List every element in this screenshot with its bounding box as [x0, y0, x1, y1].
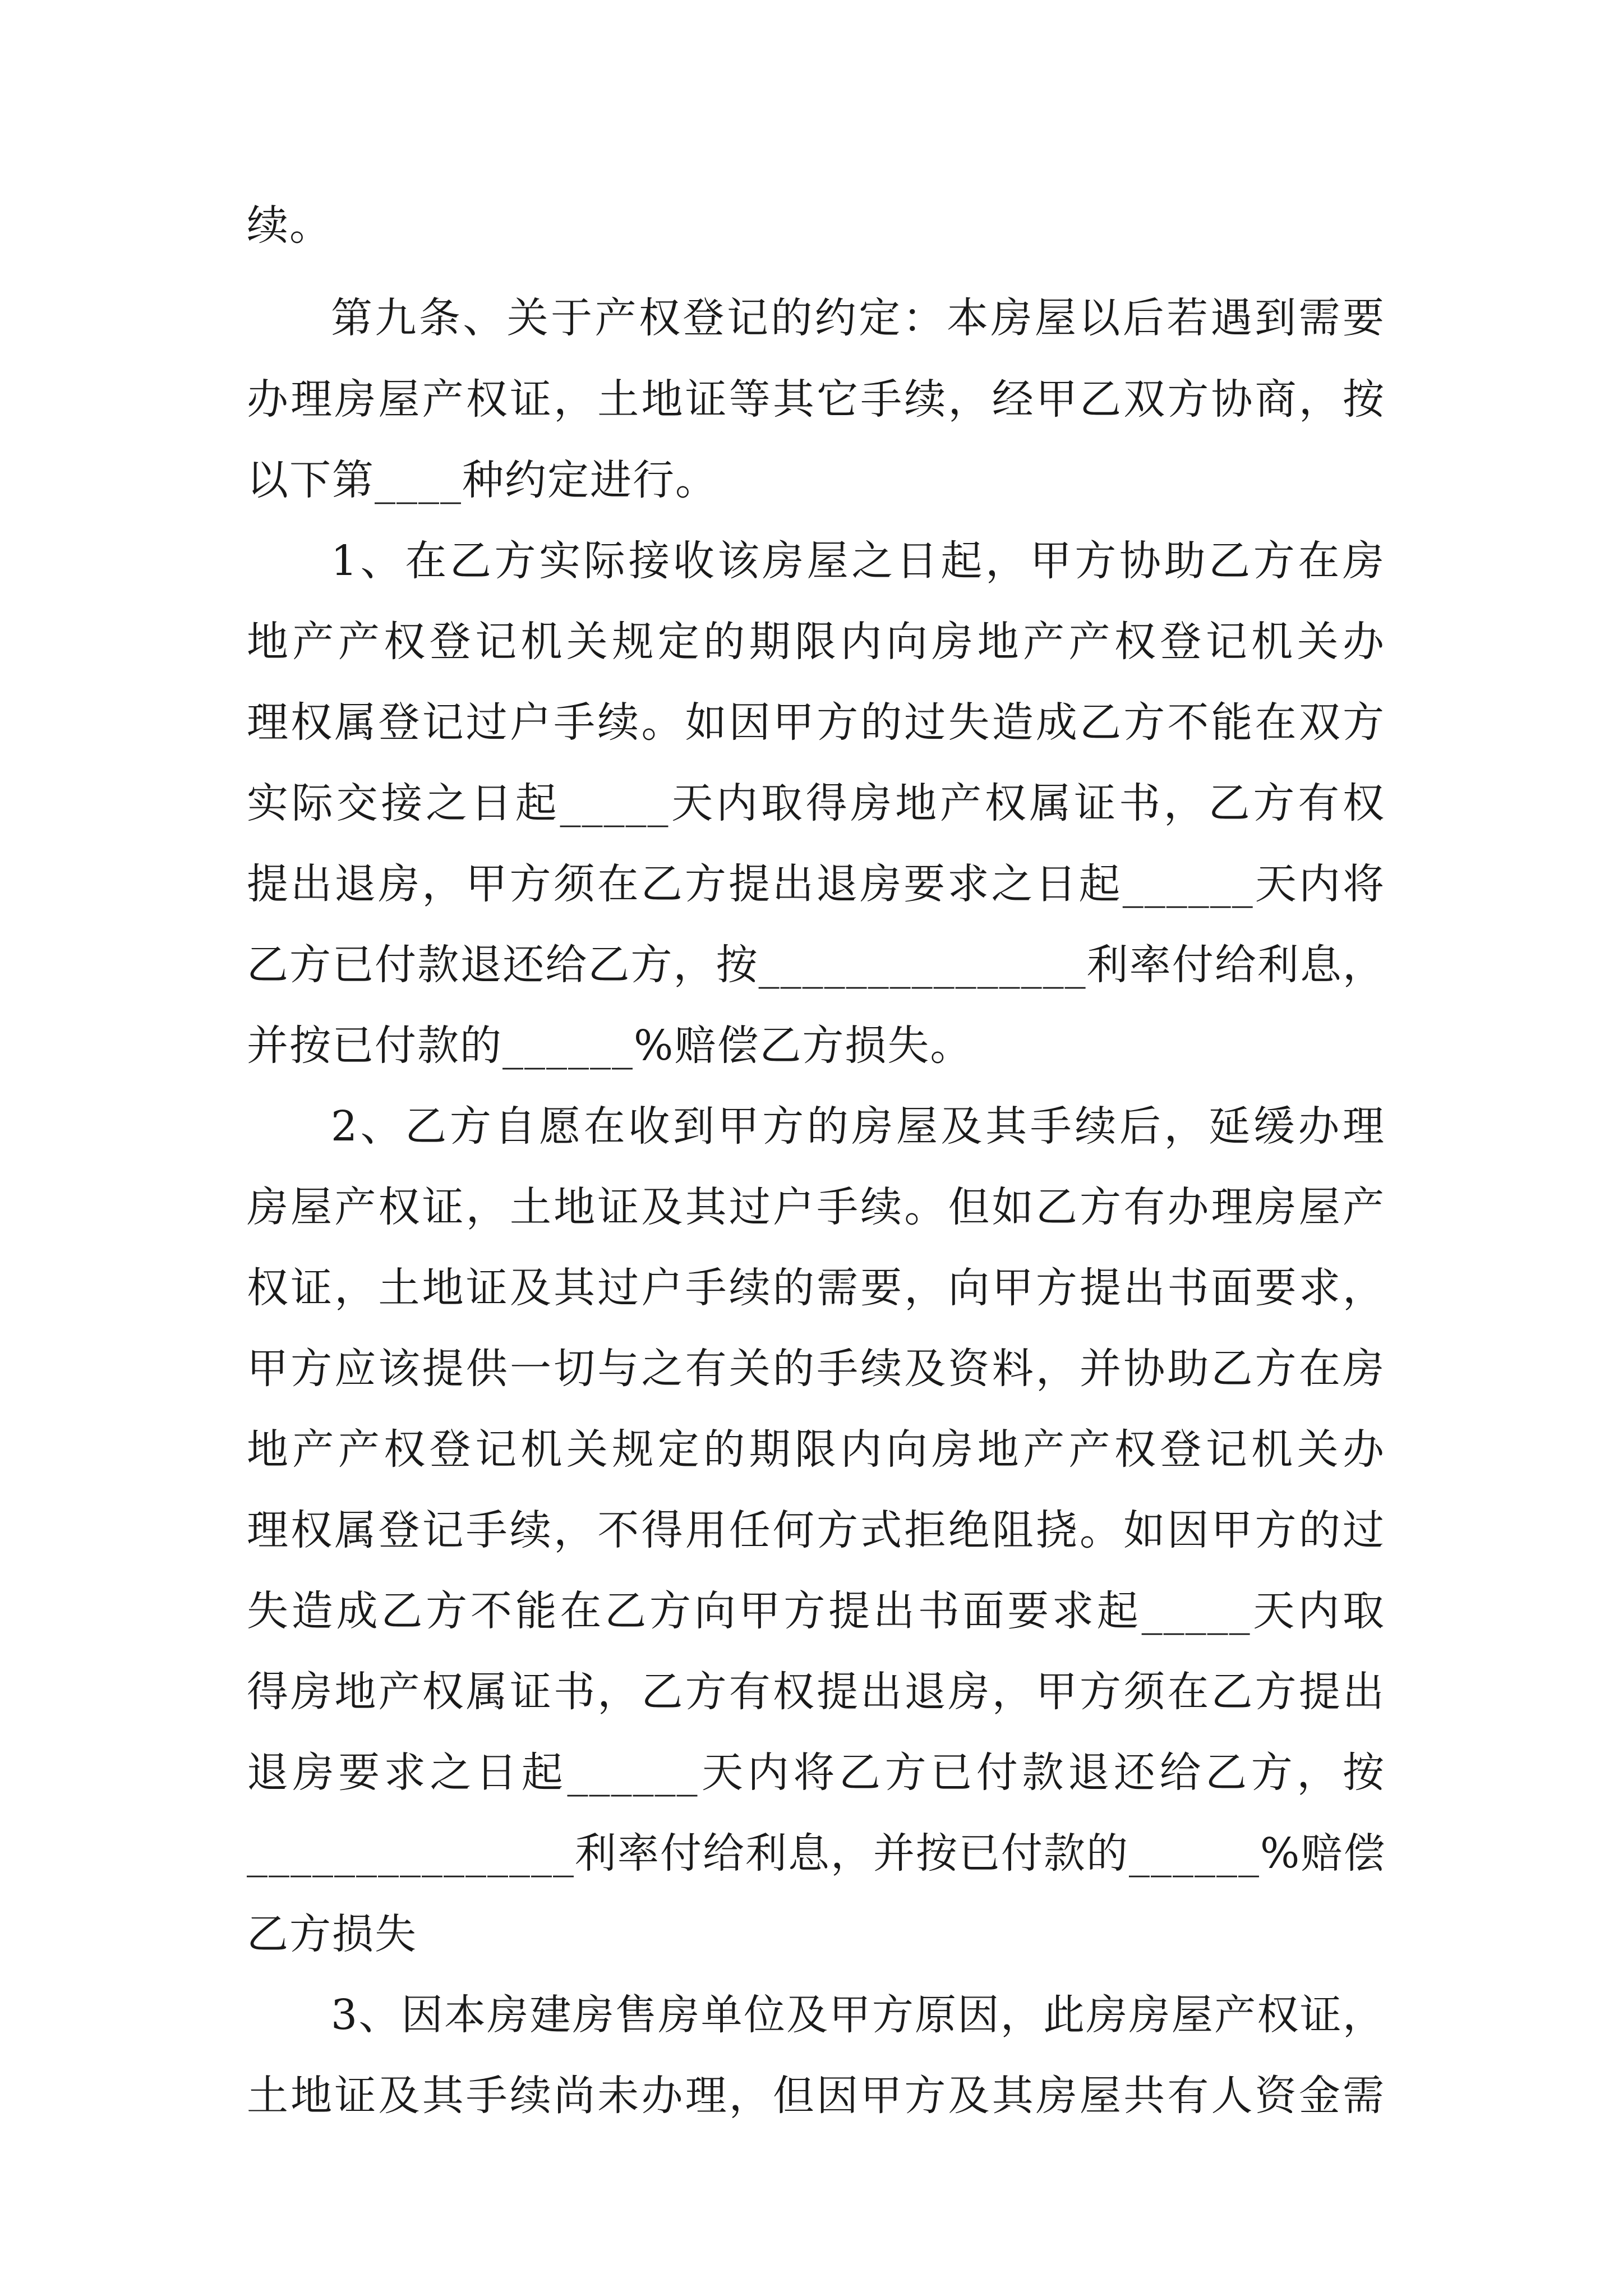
text-line: 办理房屋产权证，土地证等其它手续，经甲乙双方协商，按	[247, 375, 1385, 424]
text-line: 土地证及其手续尚未办理，但因甲方及其房屋共有人资金需	[247, 2072, 1385, 2120]
text-line: 地产产权登记机关规定的期限内向房地产产权登记机关办	[247, 618, 1385, 666]
text-line: 失造成乙方不能在乙方向甲方提出书面要求起_____天内取	[247, 1587, 1385, 1635]
text-line: 续。	[247, 201, 332, 250]
text-line: 理权属登记过户手续。如因甲方的过失造成乙方不能在双方	[247, 698, 1385, 747]
text-line: 房屋产权证，土地证及其过户手续。但如乙方有办理房屋产	[247, 1183, 1385, 1231]
text-line: 甲方应该提供一切与之有关的手续及资料，并协助乙方在房	[247, 1345, 1385, 1393]
text-line: 以下第____种约定进行。	[247, 456, 718, 504]
text-line: 得房地产权属证书，乙方有权提出退房，甲方须在乙方提出	[247, 1668, 1385, 1716]
text-line: 乙方损失	[247, 1910, 417, 1958]
text-line: 2、乙方自愿在收到甲方的房屋及其手续后，延缓办理	[331, 1102, 1385, 1151]
text-line: 第九条、关于产权登记的约定：本房屋以后若遇到需要	[331, 294, 1385, 342]
text-line: 地产产权登记机关规定的期限内向房地产产权登记机关办	[247, 1425, 1385, 1474]
text-line: 1、在乙方实际接收该房屋之日起，甲方协助乙方在房	[331, 537, 1385, 585]
text-line: 乙方已付款退还给乙方，按_______________利率付给利息，	[247, 941, 1385, 989]
text-line: 退房要求之日起______天内将乙方已付款退还给乙方，按	[247, 1749, 1385, 1797]
text-line: _______________利率付给利息，并按已付款的______%赔偿	[247, 1829, 1386, 1878]
text-line: 3、因本房建房售房单位及甲方原因，此房房屋产权证，	[331, 1991, 1385, 2039]
text-line: 并按已付款的______%赔偿乙方损失。	[247, 1022, 973, 1070]
text-line: 实际交接之日起_____天内取得房地产权属证书，乙方有权	[247, 779, 1385, 827]
text-line: 理权属登记手续，不得用任何方式拒绝阻挠。如因甲方的过	[247, 1506, 1385, 1554]
text-line: 提出退房，甲方须在乙方提出退房要求之日起______天内将	[247, 860, 1385, 908]
text-line: 权证，土地证及其过户手续的需要，向甲方提出书面要求，	[247, 1264, 1385, 1312]
